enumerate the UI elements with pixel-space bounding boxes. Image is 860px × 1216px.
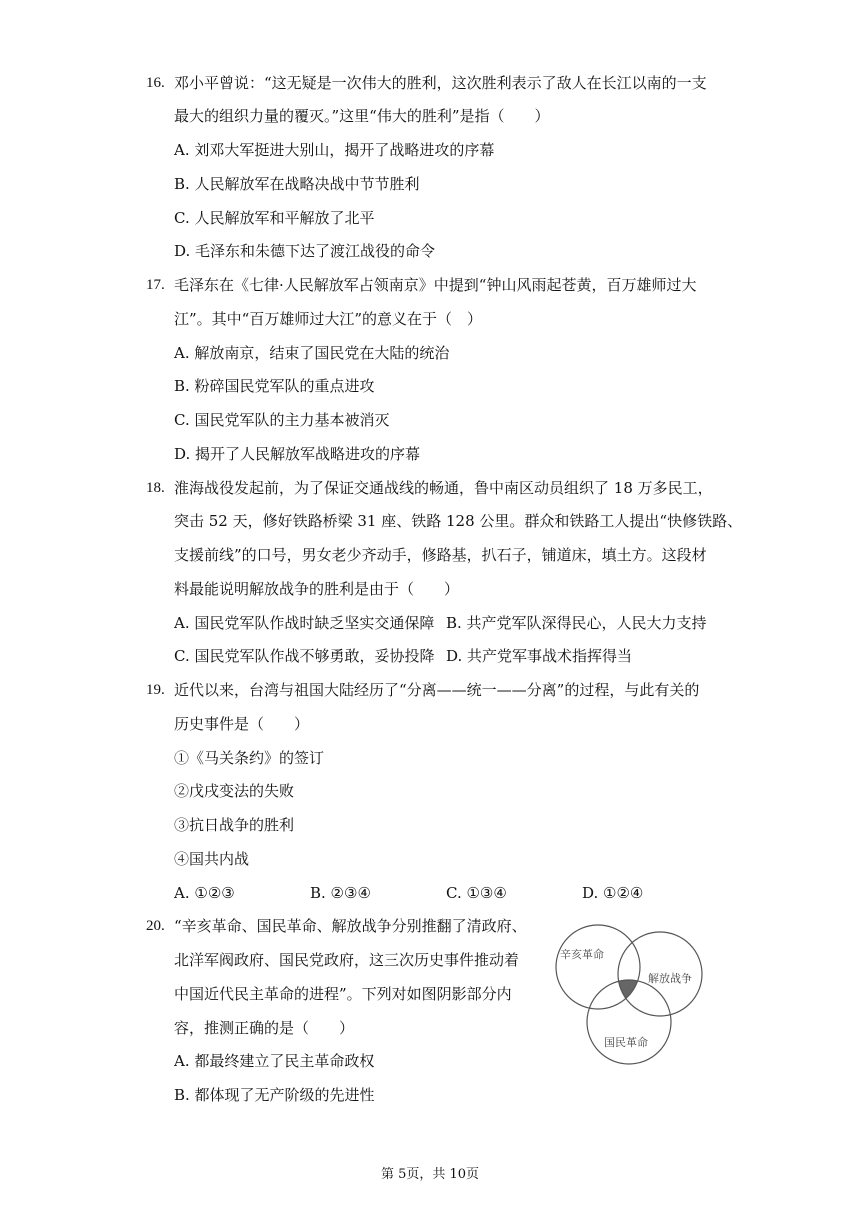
list-item: ①《马关条约》的签订 bbox=[174, 749, 325, 767]
question-text: 最大的组织力量的覆灭。”这里“伟大的胜利”是指（ ） bbox=[174, 107, 550, 125]
venn-diagram bbox=[546, 922, 712, 1072]
label-xinhai: 辛亥革命 bbox=[560, 948, 604, 961]
question-number: 20. bbox=[146, 918, 165, 934]
option-a: A. 刘邓大军挺进大别山，揭开了战略进攻的序幕 bbox=[174, 141, 495, 159]
list-item: ③抗日战争的胜利 bbox=[174, 816, 295, 834]
question-text: 江”。其中“百万雄师过大江”的意义在于（ ） bbox=[174, 310, 483, 328]
list-item: ②戊戌变法的失败 bbox=[174, 782, 295, 800]
option-b: B. ②③④ bbox=[310, 884, 371, 902]
option-b: B. 粉碎国民党军队的重点进攻 bbox=[174, 377, 375, 395]
question-text: 淮海战役发起前，为了保证交通战线的畅通，鲁中南区动员组织了 18 万多民工， bbox=[174, 479, 713, 497]
question-text: 突击 52 天，修好铁路桥梁 31 座、铁路 128 公里。群众和铁路工人提出“快修铁路、 bbox=[174, 512, 743, 530]
option-a: A. 解放南京，结束了国民党在大陆的统治 bbox=[174, 344, 450, 362]
question-text: 支援前线”的口号，男女老少齐动手，修路基，扒石子，铺道床，填土方。这段材 bbox=[174, 546, 707, 564]
option-d: D. 毛泽东和朱德下达了渡江战役的命令 bbox=[174, 242, 436, 260]
question-number: 16. bbox=[146, 75, 165, 91]
option-d: D. 共产党军事战术指挥得当 bbox=[446, 647, 633, 665]
page-footer: 第 5页，共 10页 bbox=[380, 1167, 480, 1182]
option-b: B. 都体现了无产阶级的先进性 bbox=[174, 1086, 375, 1104]
question-text: 历史事件是（ ） bbox=[174, 715, 310, 733]
question-text: 容，推测正确的是（ ） bbox=[174, 1019, 355, 1037]
option-c: C. 国民党军队作战不够勇敢，妥协投降 bbox=[174, 647, 435, 665]
list-item: ④国共内战 bbox=[174, 850, 250, 868]
option-a: A. 都最终建立了民主革命政权 bbox=[174, 1052, 375, 1070]
option-c: C. 国民党军队的主力基本被消灭 bbox=[174, 411, 390, 429]
option-d: D. ①②④ bbox=[582, 884, 644, 902]
option-a: A. ①②③ bbox=[174, 884, 235, 902]
label-jiefang: 解放战争 bbox=[648, 972, 692, 985]
question-number: 19. bbox=[146, 682, 165, 698]
question-text: “辛亥革命、国民革命、解放战争分别推翻了清政府、 bbox=[174, 917, 527, 935]
question-text: 邓小平曾说：“这无疑是一次伟大的胜利，这次胜利表示了敌人在长江以南的一支 bbox=[174, 74, 707, 92]
question-number: 18. bbox=[146, 480, 165, 496]
circle-xinhai bbox=[556, 925, 640, 1009]
label-guomin: 国民革命 bbox=[604, 1036, 648, 1049]
option-a: A. 国民党军队作战时缺乏坚实交通保障 bbox=[174, 614, 435, 632]
question-text: 料最能说明解放战争的胜利是由于（ ） bbox=[174, 580, 460, 598]
question-text: 北洋军阀政府、国民党政府，这三次历史事件推动着 bbox=[174, 951, 520, 969]
option-c: C. 人民解放军和平解放了北平 bbox=[174, 209, 375, 227]
option-c: C. ①③④ bbox=[446, 884, 507, 902]
option-d: D. 揭开了人民解放军战略进攻的序幕 bbox=[174, 445, 421, 463]
question-text: 近代以来，台湾与祖国大陆经历了“分离——统一——分离”的过程，与此有关的 bbox=[174, 681, 700, 699]
option-b: B. 人民解放军在战略决战中节节胜利 bbox=[174, 175, 420, 193]
option-b: B. 共产党军队深得民心，人民大力支持 bbox=[446, 614, 707, 632]
question-text: 中国近代民主革命的进程”。下列对如图阴影部分内 bbox=[174, 985, 512, 1003]
question-number: 17. bbox=[146, 277, 165, 293]
question-text: 毛泽东在《七律·人民解放军占领南京》中提到“钟山风雨起苍黄，百万雄师过大 bbox=[174, 276, 697, 294]
